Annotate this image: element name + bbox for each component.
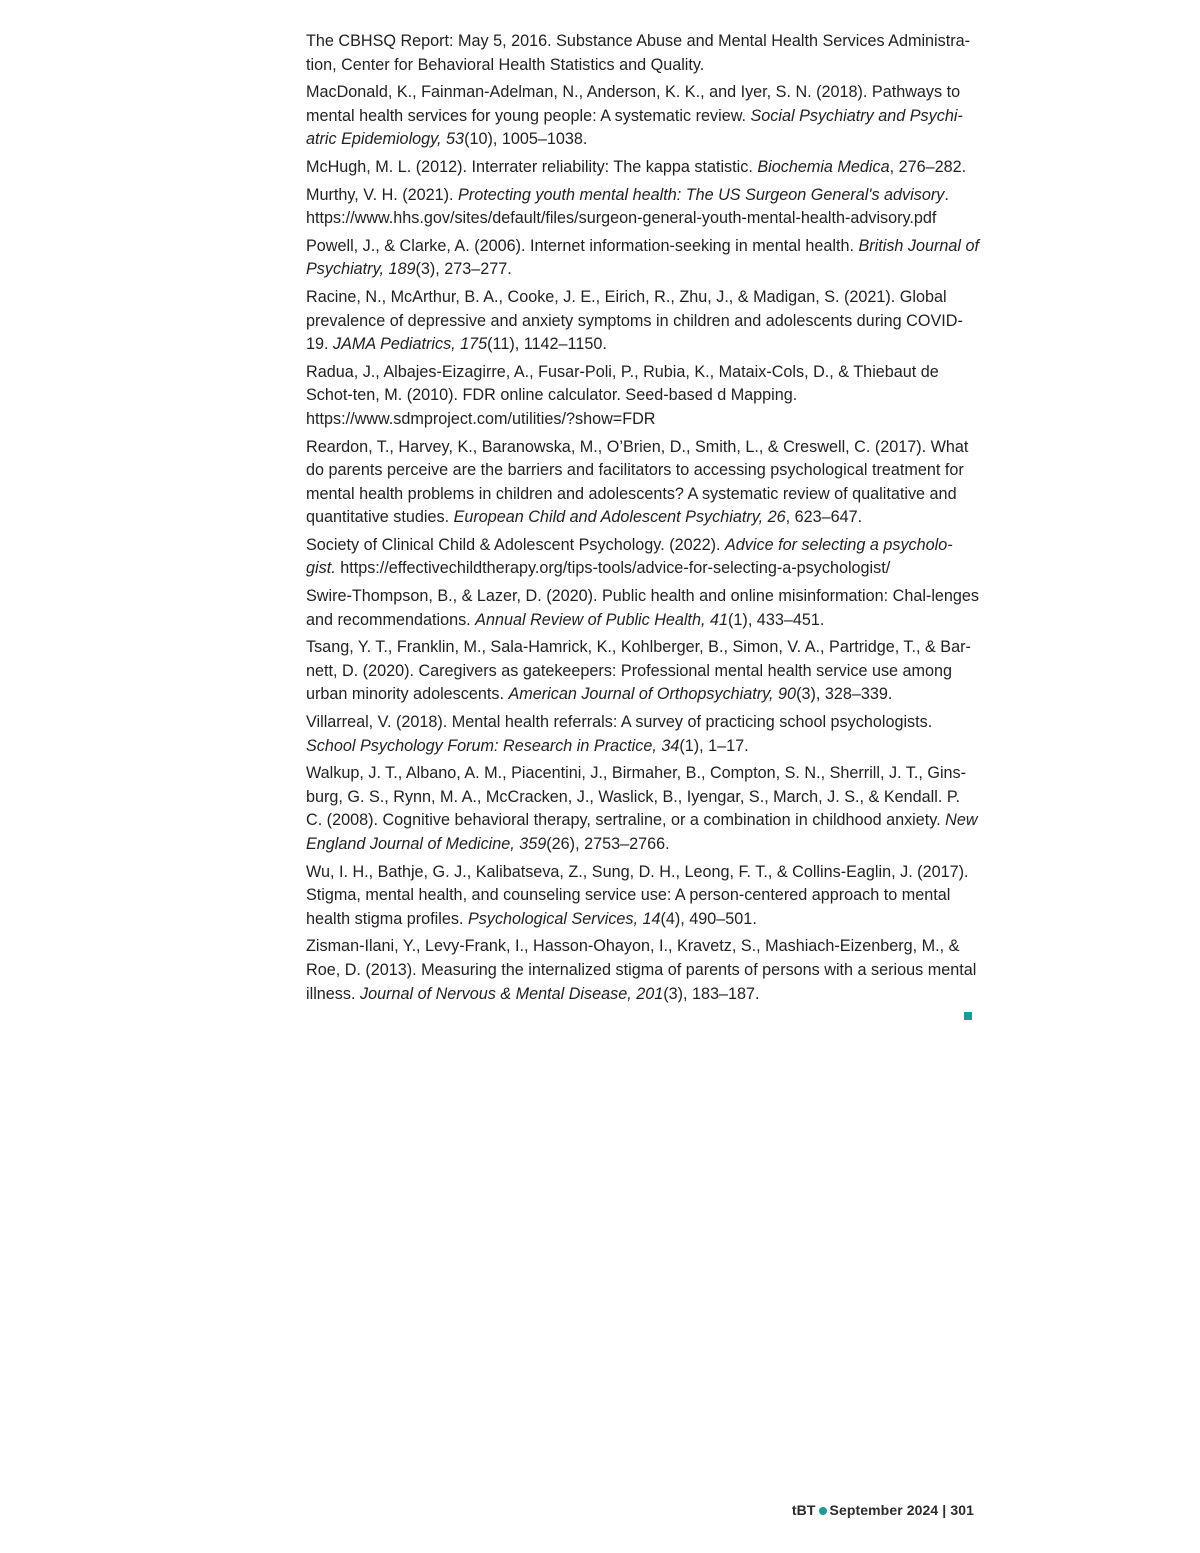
reference-source-title: Journal of Nervous & Mental Disease, 201	[359, 984, 664, 1003]
reference-text: (26), 2753–2766.	[546, 835, 670, 853]
reference-text: Villarreal, V. (2018). Mental health referrals: A survey of practicing school psychologists.	[306, 713, 933, 732]
reference-entry	[306, 30, 980, 77]
reference-source-title: American Journal of Orthopsychiatry, 90	[508, 685, 797, 704]
reference-source-title: Psychological Services, 14	[467, 909, 661, 928]
reference-text: Swire-Thompson, B., & Lazer, D. (2020). Public health and online misinformation: Chal-lenges and recommendations.	[306, 587, 980, 629]
reference-entry	[306, 436, 980, 530]
reference-text: Society of Clinical Child & Adolescent Psychology. (2022).	[306, 535, 725, 554]
reference-entry	[306, 762, 980, 856]
reference-text: Walkup, J. T., Albano, A. M., Piacentini, J., Birmaher, B., Compton, S. N., Sherrill, J. T., Gins-burg, G. S., Rynn, M. A., McCracken, J., Waslick, B., Iyengar, S., March, J. S., & Kendall. P. C. (2008). Cognitive behavioral therapy, sertraline, or a combination in childhood anxiety.	[306, 764, 967, 830]
issue-date: September 2024	[829, 1502, 939, 1518]
reference-entry	[306, 534, 980, 581]
reference-source-title: Advice for selecting a psycholo-gist.	[306, 535, 953, 578]
reference-source-title: School Psychology Forum: Research in Practice, 34	[306, 736, 680, 755]
reference-entry	[306, 861, 980, 932]
reference-text: Murthy, V. H. (2021).	[306, 185, 459, 204]
reference-entry	[306, 711, 980, 758]
reference-entry	[306, 156, 980, 180]
reference-text: https://effectivechildtherapy.org/tips-tools/advice-for-selecting-a-psychologist/	[335, 559, 891, 578]
reference-text: Wu, I. H., Bathje, G. J., Kalibatseva, Z., Sung, D. H., Leong, F. T., & Collins-Eaglin, J. (2017). Stigma, mental health, and counseling service use: A person-centered approach to mental health stigma profiles.	[306, 862, 969, 928]
reference-text: . https://www.hhs.gov/sites/default/files/surgeon-general-youth-mental-health-advisory.pdf	[306, 185, 949, 228]
reference-text: MacDonald, K., Fainman-Adelman, N., Anderson, K. K., and Iyer, S. N. (2018). Pathways to mental health services for young people: A systematic review.	[306, 83, 961, 125]
page-number: 301	[950, 1502, 974, 1518]
reference-source-title: JAMA Pediatrics, 175	[333, 335, 488, 354]
reference-source-title: Protecting youth mental health: The US Surgeon General's advisory	[458, 185, 945, 204]
journal-name: tBT	[791, 1502, 816, 1518]
reference-text: , 276–282.	[889, 157, 967, 176]
page-footer	[792, 1502, 974, 1518]
reference-text: McHugh, M. L. (2012). Interrater reliability: The kappa statistic.	[306, 157, 758, 176]
reference-text: Zisman-Ilani, Y., Levy-Frank, I., Hasson-Ohayon, I., Kravetz, S., Mashiach-Eizenberg, M., & Roe, D. (2013). Measuring the internalized stigma of parents of persons with a serious mental illness.	[306, 937, 977, 1003]
reference-entry	[306, 361, 980, 432]
reference-entry	[306, 184, 980, 231]
reference-text: Racine, N., McArthur, B. A., Cooke, J. E., Eirich, R., Zhu, J., & Madigan, S. (2021). Global prevalence of depressive and anxiety symptoms in children and adolescents during COVID-19.	[306, 287, 963, 354]
bullet-dot-icon	[819, 1507, 827, 1515]
reference-entry	[306, 636, 980, 707]
reference-text: Powell, J., & Clarke, A. (2006). Internet information-seeking in mental health.	[306, 236, 859, 255]
reference-text: (1), 433–451.	[728, 610, 825, 629]
reference-text: (3), 183–187.	[663, 984, 760, 1003]
reference-entry	[306, 286, 980, 357]
reference-source-title: Social Psychiatry and Psychi-atric Epidemiology, 53	[306, 106, 963, 149]
reference-text: (3), 328–339.	[796, 685, 893, 704]
reference-list	[306, 30, 980, 1010]
reference-text: Tsang, Y. T., Franklin, M., Sala-Hamrick, K., Kohlberger, B., Simon, V. A., Partridge, T., & Bar-nett, D. (2020). Caregivers as gatekeepers: Professional mental health service use among urban minority adolescents.	[306, 638, 971, 704]
reference-entry	[306, 81, 980, 152]
reference-source-title: European Child and Adolescent Psychiatry, 26	[453, 508, 786, 527]
end-of-article-marker	[964, 1012, 972, 1020]
reference-text: (11), 1142–1150.	[487, 335, 607, 354]
reference-source-title: Annual Review of Public Health, 41	[475, 610, 729, 629]
reference-source-title: British Journal of Psychiatry, 189	[306, 236, 980, 279]
reference-entry	[306, 585, 980, 632]
reference-text: The CBHSQ Report: May 5, 2016. Substance Abuse and Mental Health Services Administra-tion, Center for Behavioral Health Statistics and Quality.	[306, 32, 971, 74]
reference-text: , 623–647.	[785, 508, 863, 527]
reference-source-title: Biochemia Medica	[757, 157, 890, 176]
reference-text: (10), 1005–1038.	[464, 130, 588, 149]
reference-source-title: New England Journal of Medicine, 359	[306, 811, 978, 853]
reference-text: Radua, J., Albajes-Eizagirre, A., Fusar-Poli, P., Rubia, K., Mataix-Cols, D., & Thiebaut de Schot-ten, M. (2010). FDR online calculator. Seed-based d Mapping. https://www.sdmproject.com/utilities/?show=FDR	[306, 362, 939, 428]
reference-entry	[306, 935, 980, 1006]
footer-separator: |	[942, 1502, 947, 1518]
reference-text: (4), 490–501.	[660, 909, 757, 928]
reference-text: (1), 1–17.	[679, 736, 749, 755]
reference-text: Reardon, T., Harvey, K., Baranowska, M., O’Brien, D., Smith, L., & Creswell, C. (2017). What do parents perceive are the barriers and facilitators to accessing psychological treatment for mental health problems in children and adolescents? A systematic review of qualitative and quantitative studies.	[306, 437, 969, 527]
reference-entry	[306, 235, 980, 282]
reference-text: (3), 273–277.	[415, 260, 512, 279]
